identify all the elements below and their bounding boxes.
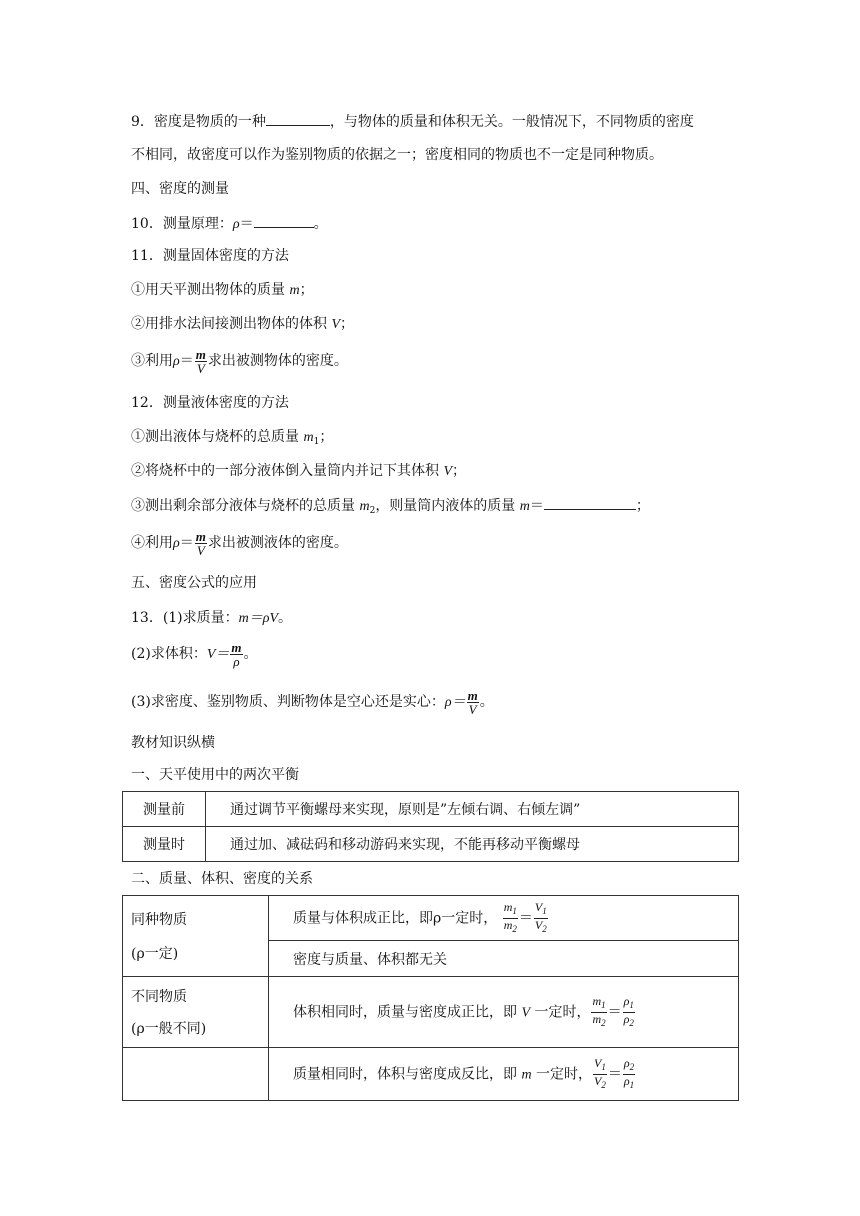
frac-var: V [534, 899, 543, 914]
frac-var: ρ [623, 993, 630, 1008]
cell-text: 体积相同时，质量与密度成正比，即 [293, 1004, 522, 1020]
step-text: ③利用 [131, 353, 173, 369]
item-13-text: (3)求密度、鉴别物质、判断物体是空心还是实心： [131, 694, 445, 710]
table-key-cell: 测量前 [123, 792, 206, 827]
relation-table [122, 895, 739, 1101]
var-v: V [331, 317, 341, 332]
section-5-heading: 五、密度公式的应用 [131, 575, 257, 591]
cell-text-cont: 一定时， [531, 1066, 593, 1082]
item-13-line3 [131, 686, 494, 719]
answer-blank[interactable] [266, 111, 330, 126]
item-10-text: 10．测量原理： [131, 216, 233, 232]
subscript: 1 [313, 437, 320, 447]
equals-sign: ＝ [607, 1004, 622, 1020]
table-row [123, 827, 739, 862]
volume-fraction [230, 641, 242, 668]
frac-var: ρ [623, 1011, 630, 1026]
fraction-denominator [623, 1013, 635, 1030]
step-text: ①测出液体与烧杯的总质量 [131, 429, 304, 445]
var-m: m [521, 1067, 532, 1082]
item-13-text: 13．(1)求质量： [131, 610, 239, 626]
key-line: 同种物质 [131, 912, 187, 928]
ratio-fraction [534, 901, 548, 936]
mass-formula: m＝ρV [238, 611, 279, 626]
fraction-numerator: m [195, 528, 206, 544]
fraction-numerator [503, 901, 518, 919]
var-v: V [521, 1005, 531, 1020]
item-9-text-cont: ，与物体的质量和体积无关。一般情况下，不同物质的密度 [329, 114, 694, 130]
fraction-denominator: V [196, 542, 205, 558]
density-fraction [195, 348, 207, 375]
cell-text-cont: 一定时， [530, 1004, 591, 1020]
cell-text: 质量与体积成正比，即ρ一定时， [293, 910, 498, 926]
subscript: 1 [601, 1061, 606, 1072]
subscript: 1 [629, 999, 634, 1010]
equals-sign: ＝ [179, 353, 194, 369]
key-line: 不同物质 [131, 989, 187, 1005]
subscript: 2 [601, 1079, 606, 1090]
ratio-fraction [623, 1057, 635, 1092]
equals-sign: ＝ [607, 1066, 622, 1082]
var-m: m [303, 430, 314, 445]
item-12-title: 12．测量液体密度的方法 [131, 395, 289, 411]
table-key-cell: 测量时 [123, 827, 206, 862]
table-2-title: 二、质量、体积、密度的关系 [131, 871, 313, 887]
step-text: ①用天平测出物体的质量 [131, 282, 290, 298]
fraction-numerator [534, 901, 548, 919]
equals-sign: ＝ [179, 535, 194, 551]
punct: ； [452, 463, 467, 479]
frac-var: V [594, 1055, 602, 1070]
ratio-fraction [593, 1057, 607, 1092]
var-m: m [289, 283, 300, 298]
item-11-step1 [131, 280, 314, 301]
frac-var: ρ [623, 1055, 630, 1070]
fraction-denominator [534, 919, 548, 936]
var-v: V [443, 464, 453, 479]
punct: ； [299, 282, 314, 298]
punct: ； [635, 498, 650, 514]
item-11-step3 [131, 346, 348, 377]
key-line: (ρ一般不同) [131, 1021, 207, 1037]
volume-lhs: V＝ [206, 647, 230, 662]
period: 。 [479, 694, 494, 710]
period: 。 [278, 610, 293, 626]
fraction-denominator: V [468, 701, 477, 717]
table-1-title: 一、天平使用中的两次平衡 [131, 767, 299, 783]
item-12-step4 [131, 528, 348, 559]
item-12-step1 [131, 427, 333, 452]
fraction-numerator: m [467, 687, 478, 703]
subscript: 1 [542, 905, 547, 916]
density-fraction [467, 689, 479, 716]
subscript: 2 [629, 1017, 634, 1028]
rho-symbol: ρ [173, 354, 180, 369]
item-13-line2 [131, 638, 258, 671]
fraction-denominator [623, 1075, 635, 1092]
table-key-cell [123, 977, 269, 1048]
frac-var: V [594, 1073, 602, 1088]
rho-symbol: ρ [173, 536, 180, 551]
frac-var: m [592, 1011, 602, 1026]
subscript: 2 [369, 506, 376, 516]
step-text-cont: ，则量筒内液体的质量 [375, 498, 520, 514]
rho-symbol: ρ [232, 217, 240, 232]
table-row [123, 896, 739, 941]
fraction-numerator [593, 1057, 607, 1075]
equals-sign: ＝ [239, 216, 254, 232]
section-4-heading: 四、密度的测量 [131, 181, 229, 197]
density-lhs: ρ＝ [444, 695, 466, 710]
equals-sign: ＝ [529, 498, 544, 514]
frac-var: m [592, 993, 602, 1008]
knowledge-heading: 教材知识纵横 [131, 735, 215, 751]
subscript: 1 [629, 1079, 635, 1090]
var-m: m [359, 499, 370, 514]
frac-var: V [534, 917, 543, 932]
subscript: 2 [542, 923, 547, 934]
step-text-cont: 求出被测物体的密度。 [207, 353, 348, 369]
item-13-line1 [131, 608, 292, 629]
step-text: ④利用 [131, 535, 173, 551]
var-m: m [519, 499, 530, 514]
item-13-text: (2)求体积： [131, 646, 207, 662]
period: 。 [313, 216, 328, 232]
fraction-denominator [503, 919, 518, 936]
step-text: ③测出剩余部分液体与烧杯的总质量 [131, 498, 360, 514]
item-9-line2: 不相同，故密度可以作为鉴别物质的依据之一；密度相同的物质也不一定是同种物质。 [131, 147, 663, 163]
table-value-cell: 通过加、减砝码和移动游码来实现，不能再移动平衡螺母 [206, 827, 739, 862]
fraction-numerator: m [231, 639, 242, 655]
item-12-step2 [131, 461, 466, 482]
ratio-fraction [623, 995, 635, 1030]
table-value-cell: 通过调节平衡螺母来实现，原则是”左倾右调、右倾左调” [206, 792, 739, 827]
fraction-numerator [623, 995, 635, 1013]
step-text-cont: 求出被测液体的密度。 [207, 535, 348, 551]
cell-text: 质量相同时，体积与密度成反比，即 [293, 1066, 522, 1082]
punct: ； [319, 429, 334, 445]
fraction-denominator [593, 1075, 607, 1092]
table-row [123, 1048, 739, 1101]
fraction-denominator: V [196, 360, 205, 376]
fraction-numerator [591, 995, 606, 1013]
step-text: ②将烧杯中的一部分液体倒入量筒内并记下其体积 [131, 463, 444, 479]
subscript: 2 [629, 1061, 635, 1072]
step-text: ②用排水法间接测出物体的体积 [131, 316, 332, 332]
table-key-cell-empty [123, 1048, 269, 1101]
subscript: 1 [512, 905, 517, 916]
punct: ； [340, 316, 355, 332]
answer-blank[interactable] [254, 213, 314, 228]
fraction-numerator: m [195, 346, 206, 362]
balance-table [122, 791, 739, 862]
table-value-cell [269, 896, 739, 941]
ratio-fraction [591, 995, 606, 1030]
subscript: 2 [601, 1017, 606, 1028]
density-fraction [195, 530, 207, 557]
item-10 [131, 213, 328, 235]
frac-var: m [503, 899, 513, 914]
equals-sign: ＝ [518, 910, 533, 926]
fraction-denominator [591, 1013, 606, 1030]
answer-blank[interactable] [544, 495, 636, 510]
item-9-line1 [131, 111, 694, 132]
item-12-step3 [131, 495, 650, 521]
subscript: 2 [512, 923, 517, 934]
table-row [123, 977, 739, 1048]
frac-var: m [503, 917, 513, 932]
item-11-title: 11．测量固体密度的方法 [131, 248, 289, 264]
table-key-cell [123, 896, 269, 977]
table-value-cell [269, 977, 739, 1048]
fraction-numerator [623, 1057, 635, 1075]
subscript: 1 [601, 999, 606, 1010]
item-11-step2 [131, 314, 354, 335]
item-9-text: 9．密度是物质的一种 [131, 114, 266, 130]
fraction-denominator: ρ [233, 653, 240, 669]
key-line [131, 940, 268, 968]
ratio-fraction [503, 901, 518, 936]
table-value-cell [269, 1048, 739, 1101]
table-value-cell: 密度与质量、体积都无关 [269, 941, 739, 977]
table-row [123, 792, 739, 827]
key-line-text: (ρ一定) [131, 946, 179, 962]
period: 。 [243, 646, 258, 662]
frac-var: ρ [623, 1073, 630, 1088]
